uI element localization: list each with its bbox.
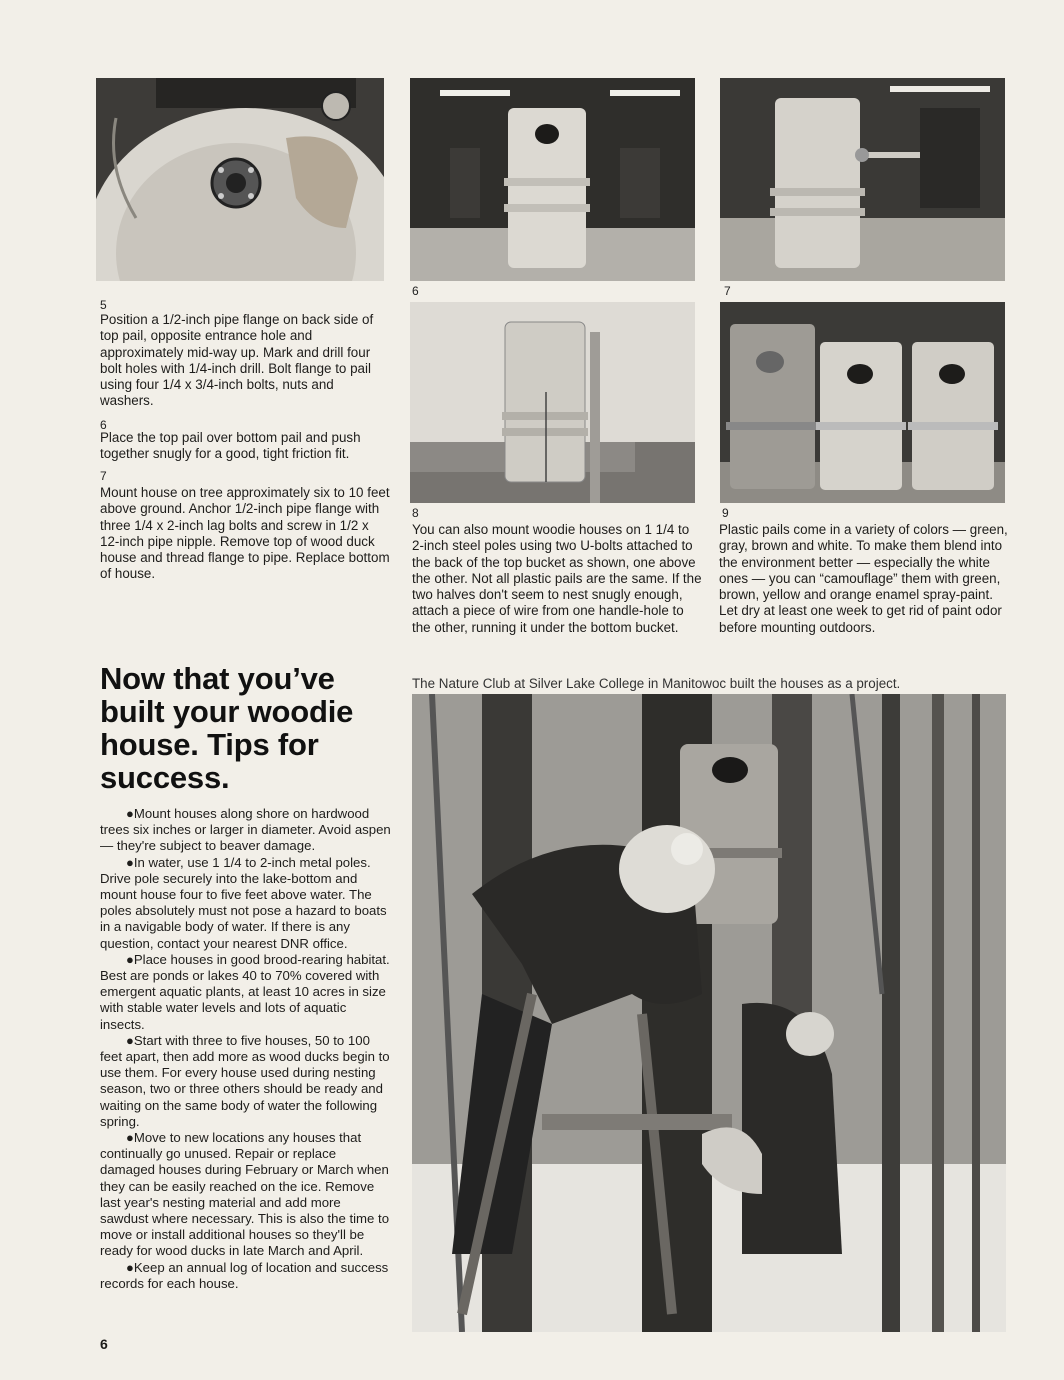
caption-number-7: 7 [100,469,107,483]
photo-7 [720,78,1005,281]
caption-figure-5: Position a 1/2-inch pipe flange on back side of top pail, opposite entrance hole and approximately mid-way up. Mark and drill four bolt holes with 1/4-inch drill. Bolt flange to pail using four 1/4 x 3/4-inch bolts, nuts and washers. [100,312,374,409]
tip-text: Start with three to five houses, 50 to 100 feet apart, then add more as wood ducks begin to use them. For every house used during nesting season, two or three others should be ready and waiting on the same body of water the following spring. [100,1032,390,1129]
bullet-icon: ● [126,1259,134,1275]
house-with-pipe-photo-icon [720,78,1005,281]
figure-number-7: 7 [724,284,731,298]
three-houses-photo-icon [720,302,1005,503]
tip-text: Keep an annual log of location and success records for each house. [100,1259,389,1291]
workbench-house-photo-icon [410,78,695,281]
photo-5 [96,78,384,281]
tip-text: Move to new locations any houses that continually go unused. Repair or replace damaged houses during February or March when they can be easily reached on the ice. Remove last year's nesting material and add more sawdust where necessary. This is also the time to move or install additional houses so they'll be ready for wood ducks in late March and April. [100,1130,390,1259]
pole-mounted-house-photo-icon [410,302,695,503]
tip-item [100,1033,392,1130]
caption-figure-8: You can also mount woodie houses on 1 1/4 to 2-inch steel poles using two U-bolts attached to the back of the top bucket as shown, one above the other. Not all plastic pails are the same. If the two halves don't seem to nest snugly enough, attach a piece of wire from one handle-hole to the other, running it under the bottom bucket. [412,522,702,635]
caption-figure-6: Place the top pail over bottom pail and push together snugly for a good, tight friction fit. [100,430,361,462]
tips-headline: Now that you’ve built your woodie house. Tips for success. [100,661,354,795]
tip-item [100,855,392,952]
figure-number-8: 8 [412,506,419,520]
caption-number-6: 6 [100,418,107,432]
tip-text: Mount houses along shore on hardwood trees six inches or larger in diameter. Avoid aspen — they're subject to beaver damage. [100,806,391,854]
bullet-icon: ● [126,806,134,821]
caption-figure-7: Mount house on tree approximately six to 10 feet above ground. Anchor 1/2-inch pipe flange with three 1/4 x 2-inch lag bolts and screw in 1/2 x 12-inch pipe nipple. Remove top of wood duck house and thread flange to pipe. Replace bottom of house. [100,485,390,582]
nature-club-mounting-house-photo-icon [412,694,1006,1332]
bullet-icon: ● [126,854,134,870]
photo-9 [720,302,1005,503]
figure-number-9: 9 [722,506,729,520]
figure-number-5: 5 [100,298,107,312]
page-number: 6 [100,1336,108,1352]
pipe-flange-photo-icon [96,78,384,281]
figure-number-6: 6 [412,284,419,298]
caption-figure-9: Plastic pails come in a variety of colors — green, gray, brown and white. To make them blend into the environment better — especially the white ones — you can “camouflage” them with green, brown, yellow and orange enamel spray-paint. Let dry at least one week to get rid of paint odor before mounting outdoors. [719,522,1008,635]
tip-item [100,1130,392,1260]
tip-text: In water, use 1 1/4 to 2-inch metal poles. Drive pole securely into the lake-bottom and mount house four to five feet above water. The poles absolutely must not pose a hazard to boats in a navigable body of water. If there is any question, contact your nearest DNR office. [100,854,387,951]
bullet-icon: ● [126,1130,134,1146]
bullet-icon: ● [126,1032,134,1048]
main-photo-caption: The Nature Club at Silver Lake College in Manitowoc built the houses as a project. [412,676,901,691]
tip-item [100,1260,392,1292]
bullet-icon: ● [126,951,134,967]
photo-6 [410,78,695,281]
tip-text: Place houses in good brood-rearing habitat. Best are ponds or lakes 40 to 70% covered with emergent aquatic plants, at least 10 acres in size with stable water levels and lots of aquatic insects. [100,951,390,1032]
tip-item [100,952,392,1033]
main-photo [412,694,1006,1332]
tip-item [100,806,392,855]
photo-8 [410,302,695,503]
tips-list [100,806,392,1292]
